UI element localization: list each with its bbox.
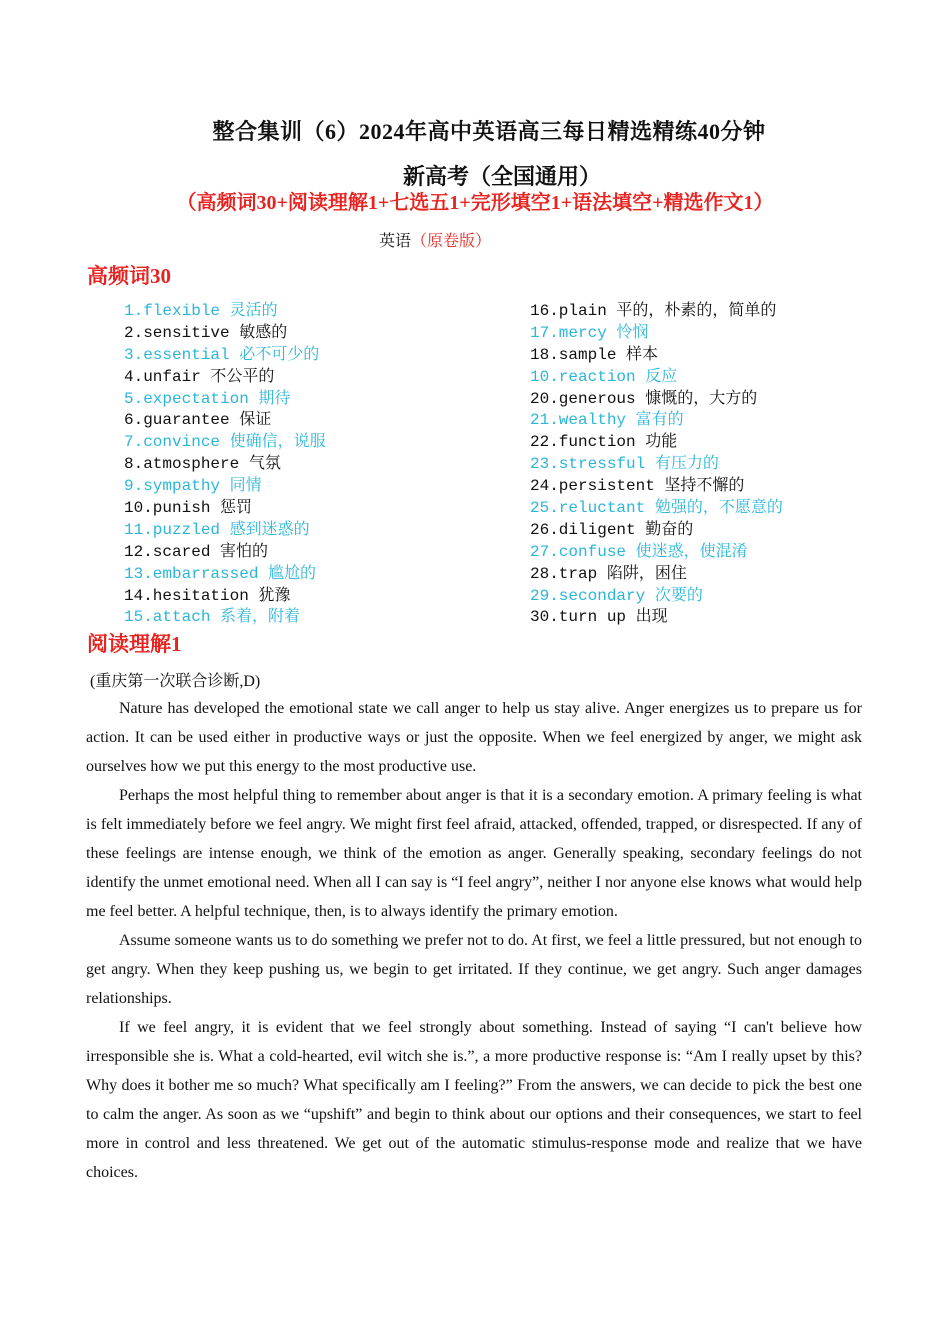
vocab-item: 3.essential 必不可少的	[124, 345, 320, 364]
vocab-item: 25.reluctant 勉强的，不愿意的	[530, 499, 783, 518]
vocab-list-right	[530, 301, 783, 629]
vocab-item: 28.trap 陷阱，困住	[530, 564, 687, 583]
vocab-item: 20.generous 慷慨的，大方的	[530, 389, 758, 408]
vocab-item: 16.plain 平的，朴素的，简单的	[530, 302, 777, 320]
vocab-item: 8.atmosphere 气氛	[124, 455, 281, 474]
vocab-item: 11.puzzled 感到迷惑的	[124, 520, 310, 539]
vocab-item: 21.wealthy 富有的	[530, 411, 684, 430]
vocab-item: 7.convince 使确信，说服	[124, 433, 326, 452]
vocab-item: 2.sensitive 敏感的	[124, 323, 288, 342]
vocab-item: 1.flexible 灵活的	[124, 302, 278, 320]
reading-heading: 阅读理解1	[87, 632, 182, 656]
vocab-list-left	[124, 301, 326, 629]
vocab-item: 10.punish 惩罚	[124, 499, 253, 518]
subject-line	[0, 228, 870, 251]
vocab-item: 18.sample 样本	[530, 345, 659, 364]
vocab-item: 17.mercy 怜悯	[530, 323, 649, 342]
vocab-item: 10.reaction 反应	[530, 367, 678, 386]
reading-source: (重庆第一次联合诊断,D)	[90, 673, 261, 690]
vocab-item: 26.diligent 勤奋的	[530, 520, 694, 539]
vocab-item: 5.expectation 期待	[124, 389, 291, 408]
vocab-item: 12.scared 害怕的	[124, 542, 269, 561]
vocab-item: 24.persistent 坚持不懈的	[530, 477, 745, 496]
passage-paragraph: Nature has developed the emotional state we call anger to help us stay alive. Anger energizes us to prepare us for action. It can be used either in productive ways or just the opposite. When we feel energized by anger, we might ask ourselves how we put this energy to the most productive use.	[86, 700, 862, 775]
document-contents-line: （高频词30+阅读理解1+七选五1+完形填空1+语法填空+精选作文1）	[176, 192, 774, 214]
vocab-item: 9.sympathy 同情	[124, 477, 262, 496]
vocab-item: 23.stressful 有压力的	[530, 455, 719, 474]
passage-paragraph: Perhaps the most helpful thing to remember about anger is that it is a secondary emotion. A primary feeling is what is felt immediately before we feel angry. We might first feel afraid, attacked, offended, trapped, or disrespected. If any of these feelings are intense enough, we think of the emotion as anger. Generally speaking, secondary feelings do not identify the unmet emotional need. When all I can say is “I feel angry”, neither I nor anyone else knows what would help me feel better. A helpful technique, then, is to always identify the primary emotion.	[86, 787, 862, 920]
vocab-item: 30.turn up 出现	[530, 608, 668, 627]
passage-paragraph: Assume someone wants us to do something we prefer not to do. At first, we feel a little pressured, but not enough to get angry. When they keep pushing us, we begin to get irritated. If they continue, we get angry. Such anger damages relationships.	[86, 932, 862, 1007]
vocab-item: 15.attach 系着，附着	[124, 608, 301, 627]
vocab-heading: 高频词30	[87, 264, 171, 288]
vocab-item: 13.embarrassed 尴尬的	[124, 564, 317, 583]
version-label: （原卷版）	[411, 233, 492, 250]
vocab-item: 4.unfair 不公平的	[124, 367, 275, 386]
vocab-item: 6.guarantee 保证	[124, 411, 272, 430]
vocab-item: 14.hesitation 犹豫	[124, 586, 291, 605]
vocab-item: 22.function 功能	[530, 433, 678, 452]
reading-passage	[86, 694, 862, 1187]
passage-paragraph: If we feel angry, it is evident that we feel strongly about something. Instead of saying “I can't believe how irresponsible she is. What a cold-hearted, evil witch she is.”, a more productive response is: “Am I really upset by this? Why does it bother me so much? What specifically am I feeling?” From the answers, we can decide to pick the best one to calm the anger. As soon as we “upshift” and begin to think about our options and their consequences, we start to feel more in control and less threatened. We get out of the automatic stimulus-response mode and realize that we have choices.	[86, 1019, 862, 1181]
subject-label: 英语	[378, 233, 411, 250]
vocab-item: 29.secondary 次要的	[530, 586, 703, 605]
vocab-item: 27.confuse 使迷惑，使混淆	[530, 542, 748, 561]
document-title: 整合集训（6）2024年高中英语高三每日精选精练40分钟	[212, 119, 766, 144]
document-subtitle: 新高考（全国通用）	[402, 164, 601, 189]
